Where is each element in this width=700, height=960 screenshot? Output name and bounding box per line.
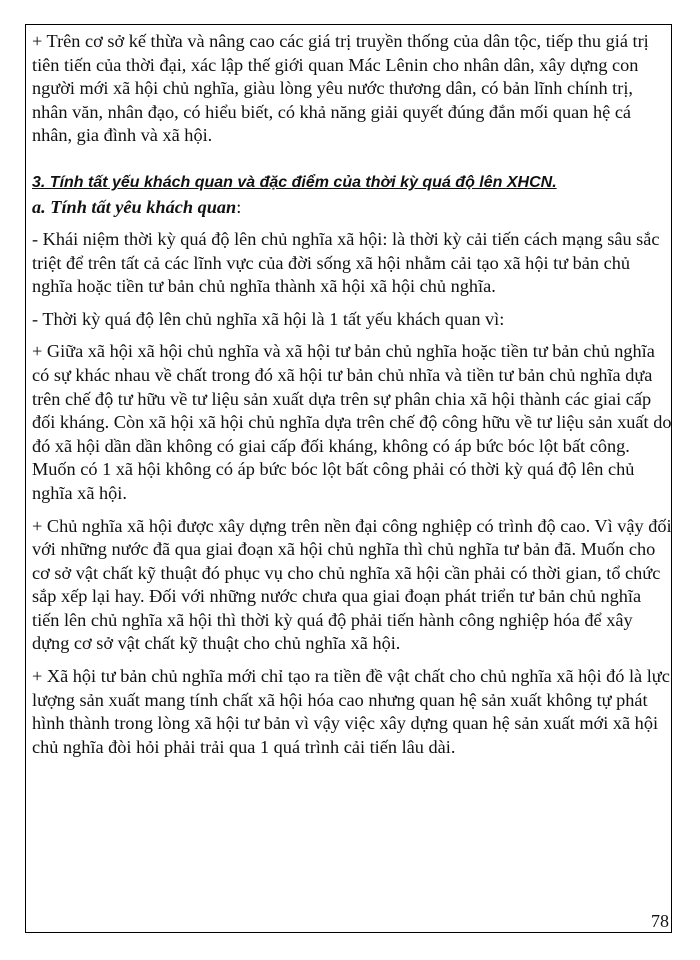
paragraph-reason-1: + Giữa xã hội xã hội chủ nghĩa và xã hội tư bản chủ nghĩa hoặc tiền tư bản chủ nghĩa có sự khác nhau về chất trong đó xã hội tư bản chủ nhĩa và tiền tư bản chủ nghĩa dựa trên chế độ tư hữu về tư liệu sản xuất dựa trên sự phân chia xã hội thành các giai cấp đối kháng. Còn xã hội xã hội chủ nghĩa dựa trên chế độ công hữu về tư liệu sản xuất do đó xã hội dần dần không có giai cấp đối kháng, không có áp bức bóc lột bất công. Muốn có 1 xã hội không có áp bức bóc lột bất công phải có thời kỳ quá độ lên chủ nghĩa xã hội. <box>32 341 672 503</box>
paragraph-definition: - Khái niệm thời kỳ quá độ lên chủ nghĩa xã hội: là thời kỳ cải tiến cách mạng sâu sắc triệt để trên tất cả các lĩnh vực của đời sống xã hội nhằm cải tạo xã hội tư bản chủ nghĩa hoặc tiền tư bản chủ nghĩa thành xã hội xã hội chủ nghĩa. <box>32 228 660 297</box>
paragraph-reason-3: + Xã hội tư bản chủ nghĩa mới chỉ tạo ra tiền đề vật chất cho chủ nghĩa xã hội đó là lực lượng sản xuất mang tính chất xã hội hóa cao nhưng quan hệ sản xuất không tự phát hình thành trong lòng xã hội tư bản vì vậy việc xây dựng quan hệ sản xuất mới xã hội chủ nghĩa đòi hỏi phải trải qua 1 quá trình cải tiến lâu dài. <box>32 666 670 757</box>
section-heading: 3. Tính tất yếu khách quan và đặc điểm của thời kỳ quá độ lên XHCN. <box>32 173 557 191</box>
subheading <box>32 196 672 218</box>
subheading-title: a. Tính tất yêu khách quan <box>32 196 237 217</box>
paragraph-necessity: - Thời kỳ quá độ lên chủ nghĩa xã hội là 1 tất yếu khách quan vì: <box>32 308 505 329</box>
subheading-suffix: : <box>236 196 242 217</box>
paragraph-intro: + Trên cơ sở kế thừa và nâng cao các giá trị truyền thống của dân tộc, tiếp thu giá trị tiên tiến của thời đại, xác lập thế giới quan Mác Lênin cho nhân dân, xây dựng con người mới xã hội chủ nghĩa, giàu lòng yêu nước thương dân, có bản lĩnh chính trị, nhân văn, nhân đạo, có hiểu biết, có khả năng giải quyết đúng đắn mối quan hệ cá nhân, gia đình và xã hội. <box>32 31 649 146</box>
page-number: 78 <box>651 911 669 931</box>
paragraph-reason-2: + Chủ nghĩa xã hội được xây dựng trên nền đại công nghiệp có trình độ cao. Vì vậy đối với những nước đã qua giai đoạn xã hội chủ nghĩa thì chủ nghĩa tư bản đã. Muốn cho cơ sở vật chất kỹ thuật đó phục vụ cho chủ nghĩa xã hội cần phải có thời gian, tổ chức sắp xếp lại hay. Đối với những nước chưa qua giai đoạn phát triển tư bản chủ nghĩa tiến lên chủ nghĩa xã hội thì thời kỳ quá độ phải tiến hành công nghiệp hóa để xây dựng cơ sở vật chất kỹ thuật cho chủ nghĩa xã hội. <box>32 515 672 654</box>
document-body <box>32 30 672 768</box>
